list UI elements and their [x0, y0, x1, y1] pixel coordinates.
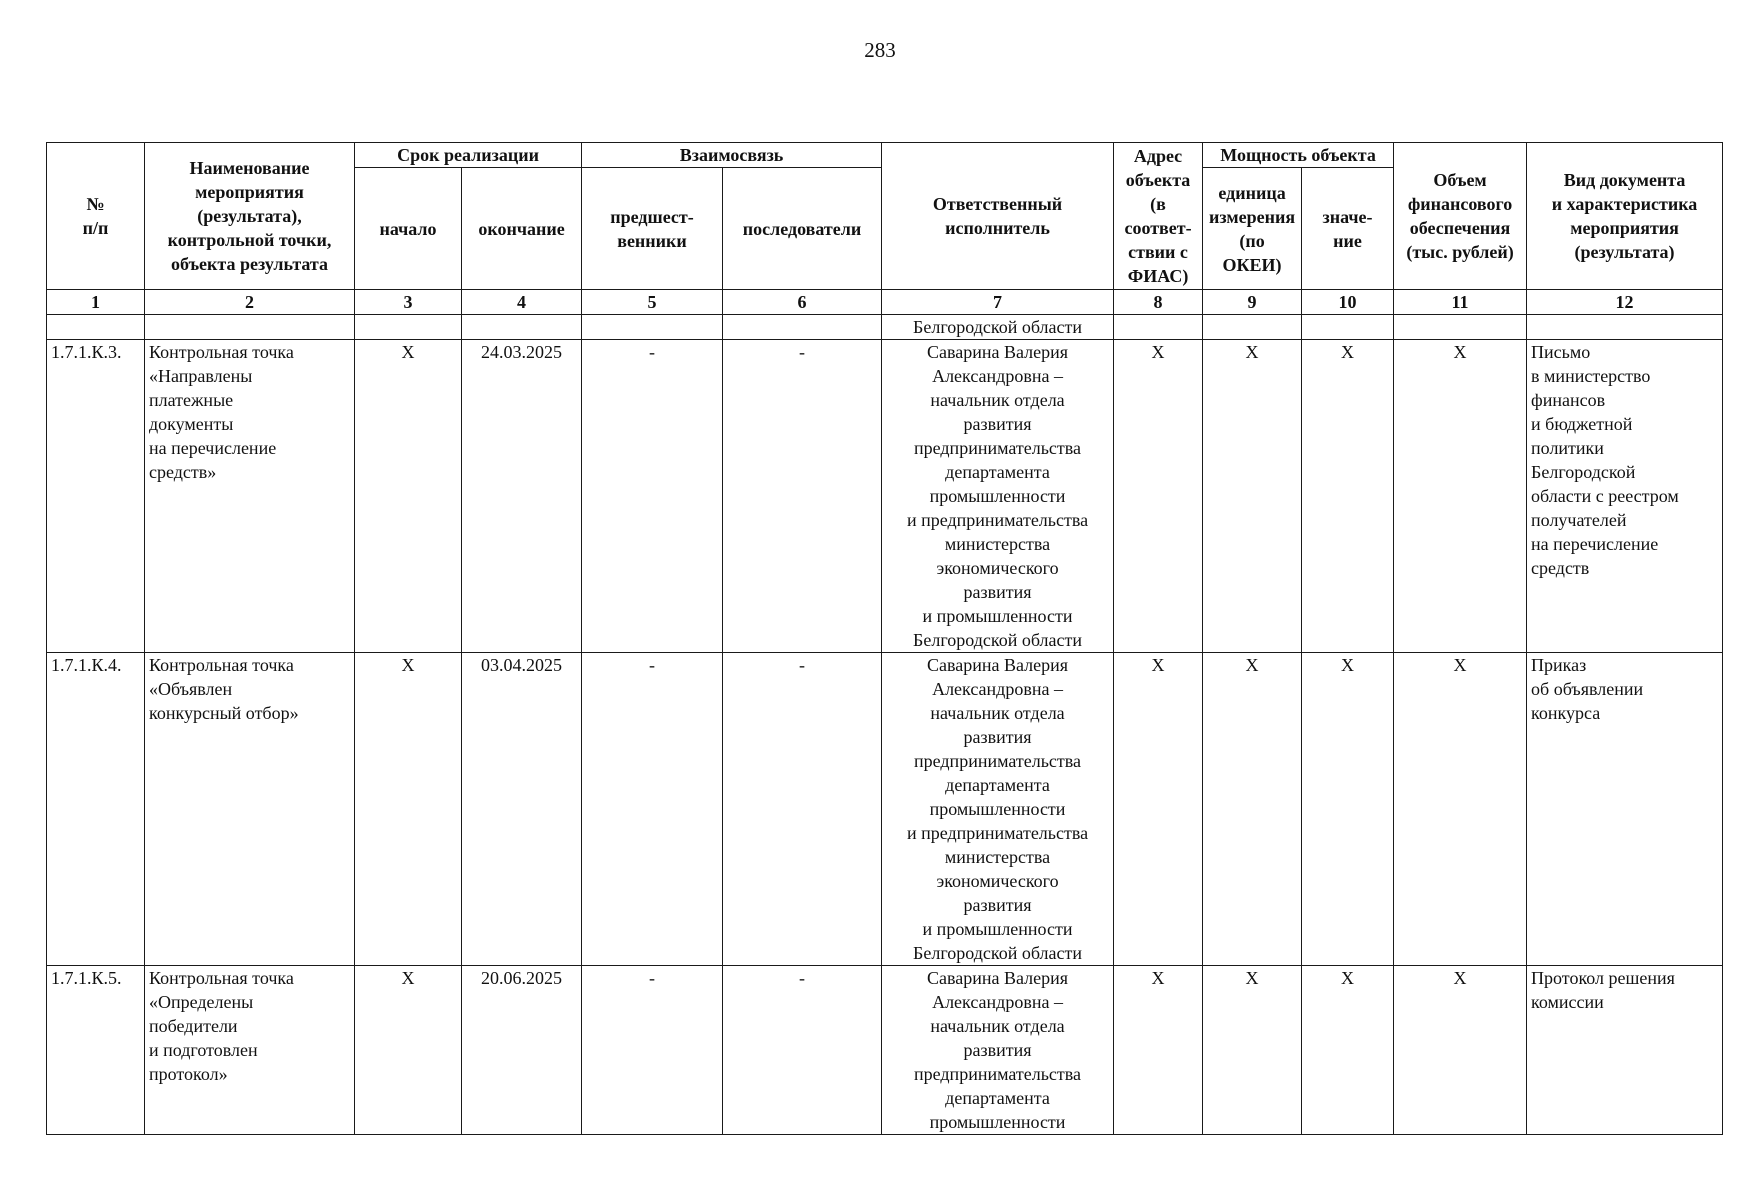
- page-number: 283: [864, 38, 896, 62]
- header-link: Взаимосвязь: [582, 143, 882, 168]
- row-next: -: [723, 340, 882, 653]
- row-prev: -: [582, 653, 723, 966]
- row-value: X: [1302, 966, 1394, 1135]
- row-prev: -: [582, 340, 723, 653]
- continuation-row: [47, 315, 1723, 340]
- row-next: -: [723, 966, 882, 1135]
- header-link-next: последователи: [723, 168, 882, 290]
- row-name: Контрольная точка «Направлены платежные документы на перечисление средств»: [145, 340, 355, 653]
- row-unit: X: [1203, 653, 1302, 966]
- row-value: X: [1302, 340, 1394, 653]
- column-number: 4: [462, 290, 582, 315]
- row-responsible: Саварина Валерия Александровна – начальник отдела развития предпринимательства департамента промышленности и предпринимательства министерства экономического развития и промышленности Белгородской области: [882, 340, 1114, 653]
- table-row: [47, 966, 1723, 1135]
- header-term-end: окончание: [462, 168, 582, 290]
- header-link-prev: предшест- венники: [582, 168, 723, 290]
- row-value: X: [1302, 653, 1394, 966]
- continuation-responsible: Белгородской области: [882, 315, 1114, 340]
- row-end: 24.03.2025: [462, 340, 582, 653]
- column-number: 9: [1203, 290, 1302, 315]
- table-row: [47, 653, 1723, 966]
- row-name: Контрольная точка «Определены победители и подготовлен протокол»: [145, 966, 355, 1135]
- column-number: 6: [723, 290, 882, 315]
- row-address: X: [1114, 966, 1203, 1135]
- header-responsible: Ответственный исполнитель: [882, 143, 1114, 290]
- row-id: 1.7.1.К.5.: [47, 966, 145, 1135]
- row-address: X: [1114, 340, 1203, 653]
- header-term-start: начало: [355, 168, 462, 290]
- header-address: Адрес объекта (в соответ- ствии с ФИАС): [1114, 143, 1203, 290]
- row-finance: X: [1394, 966, 1527, 1135]
- row-name: Контрольная точка «Объявлен конкурсный отбор»: [145, 653, 355, 966]
- header-doc: Вид документа и характеристика мероприятия (результата): [1527, 143, 1723, 290]
- row-start: X: [355, 653, 462, 966]
- header-finance: Объем финансового обеспечения (тыс. рублей): [1394, 143, 1527, 290]
- row-finance: X: [1394, 340, 1527, 653]
- row-start: X: [355, 966, 462, 1135]
- plan-table: [46, 142, 1723, 1135]
- table-row: [47, 340, 1723, 653]
- row-doc: Письмо в министерство финансов и бюджетной политики Белгородской области с реестром получателей на перечисление средств: [1527, 340, 1723, 653]
- row-address: X: [1114, 653, 1203, 966]
- row-end: 03.04.2025: [462, 653, 582, 966]
- column-numbers-row: [47, 290, 1723, 315]
- column-number: 10: [1302, 290, 1394, 315]
- header-capacity: Мощность объекта: [1203, 143, 1394, 168]
- header-term: Срок реализации: [355, 143, 582, 168]
- row-prev: -: [582, 966, 723, 1135]
- row-id: 1.7.1.К.4.: [47, 653, 145, 966]
- column-number: 8: [1114, 290, 1203, 315]
- row-end: 20.06.2025: [462, 966, 582, 1135]
- row-responsible: Саварина Валерия Александровна – начальник отдела развития предпринимательства департамента промышленности: [882, 966, 1114, 1135]
- header-capacity-unit: единица измерения (по ОКЕИ): [1203, 168, 1302, 290]
- row-doc: Протокол решения комиссии: [1527, 966, 1723, 1135]
- column-number: 5: [582, 290, 723, 315]
- row-start: X: [355, 340, 462, 653]
- header-num: № п/п: [47, 143, 145, 290]
- column-number: 7: [882, 290, 1114, 315]
- row-unit: X: [1203, 966, 1302, 1135]
- column-number: 3: [355, 290, 462, 315]
- row-unit: X: [1203, 340, 1302, 653]
- column-number: 2: [145, 290, 355, 315]
- column-number: 12: [1527, 290, 1723, 315]
- row-id: 1.7.1.К.3.: [47, 340, 145, 653]
- row-doc: Приказ об объявлении конкурса: [1527, 653, 1723, 966]
- row-finance: X: [1394, 653, 1527, 966]
- row-next: -: [723, 653, 882, 966]
- header-capacity-value: значе- ние: [1302, 168, 1394, 290]
- row-responsible: Саварина Валерия Александровна – начальник отдела развития предпринимательства департамента промышленности и предпринимательства министерства экономического развития и промышленности Белгородской области: [882, 653, 1114, 966]
- column-number: 11: [1394, 290, 1527, 315]
- column-number: 1: [47, 290, 145, 315]
- header-name: Наименование мероприятия (результата), контрольной точки, объекта результата: [145, 143, 355, 290]
